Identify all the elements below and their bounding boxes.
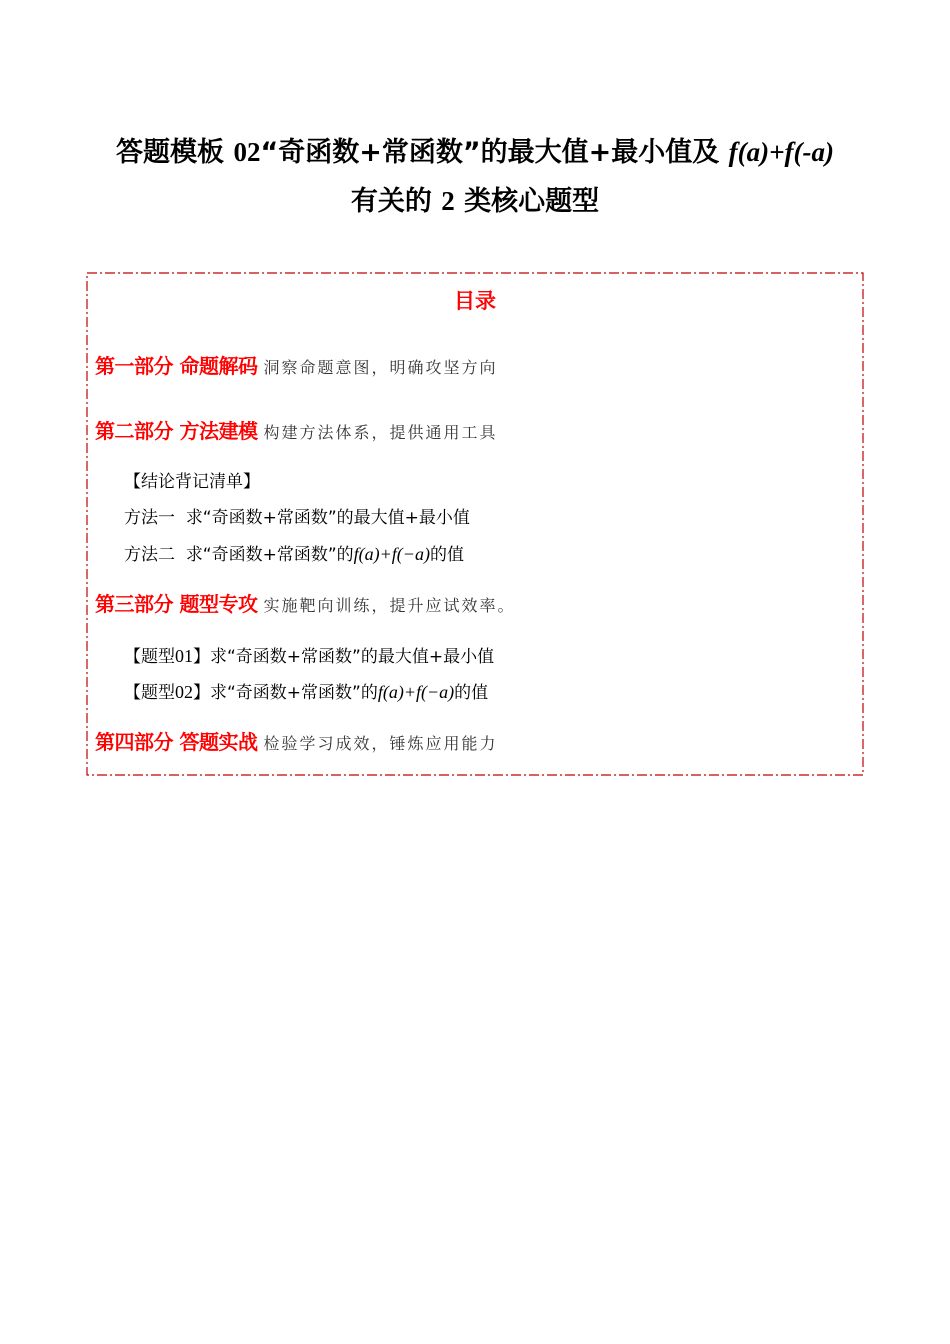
part-3-label: 第三部分 题型专攻 xyxy=(95,592,258,616)
method-2-tail: 的值 xyxy=(429,545,464,565)
part-1-subtitle: 洞察命题意图，明确攻坚方向 xyxy=(263,358,498,377)
title-prefix: 答题模板 xyxy=(116,137,225,168)
part-2-subtitle: 构建方法体系，提供通用工具 xyxy=(263,423,498,442)
toc-part-1[interactable] xyxy=(95,351,497,381)
type-2-open: 【题型 xyxy=(124,683,175,703)
title-line2-prefix: 有关的 xyxy=(350,186,432,217)
toc-question-type-2[interactable] xyxy=(124,680,488,705)
type-1-number: 01 xyxy=(175,646,193,666)
title-template-number: 02 xyxy=(233,137,261,167)
method-2-math: f(a)+f(−a) xyxy=(353,544,430,564)
toc-part-2[interactable] xyxy=(95,416,497,446)
type-1-text: 求“奇函数+常函数”的最大值+最小值 xyxy=(210,647,495,667)
part-2-label: 第二部分 方法建模 xyxy=(95,419,258,443)
method-2-text: 求“奇函数+常函数”的 xyxy=(185,545,354,565)
toc-method-2[interactable] xyxy=(124,542,464,567)
type-2-tail: 的值 xyxy=(454,683,489,703)
type-1-close: 】 xyxy=(193,647,210,667)
toc-question-type-1[interactable] xyxy=(124,644,494,669)
part-4-subtitle: 检验学习成效，锤炼应用能力 xyxy=(263,734,498,753)
toc-part-3[interactable] xyxy=(95,589,515,619)
type-1-open: 【题型 xyxy=(124,647,175,667)
title-middle: “奇函数+常函数”的最大值+最小值及 xyxy=(260,137,720,168)
document-title-line-2 xyxy=(60,181,890,222)
toc-heading: 目录 xyxy=(454,289,496,313)
toc-part-4[interactable] xyxy=(95,727,497,757)
document-title-line-1 xyxy=(60,132,890,173)
title-math-expression: f(a)+f(-a) xyxy=(728,137,834,167)
title-line2-suffix: 类核心题型 xyxy=(464,186,600,217)
toc-method-1[interactable] xyxy=(124,506,470,530)
part-1-label: 第一部分 命题解码 xyxy=(95,354,258,378)
part-3-subtitle: 实施靶向训练，提升应试效率。 xyxy=(263,596,516,615)
type-2-number: 02 xyxy=(175,682,193,702)
method-list-header: 【结论背记清单】 xyxy=(124,472,260,492)
type-2-text: 求“奇函数+常函数”的 xyxy=(210,683,378,703)
type-2-math: f(a)+f(−a) xyxy=(377,682,455,702)
method-1-name: 方法一 xyxy=(124,508,175,528)
title-line2-number: 2 xyxy=(441,186,455,216)
method-2-name: 方法二 xyxy=(124,545,175,565)
type-2-close: 】 xyxy=(193,683,210,703)
part-4-label: 第四部分 答题实战 xyxy=(95,730,258,754)
method-1-text: 求“奇函数+常函数”的最大值+最小值 xyxy=(185,508,470,528)
